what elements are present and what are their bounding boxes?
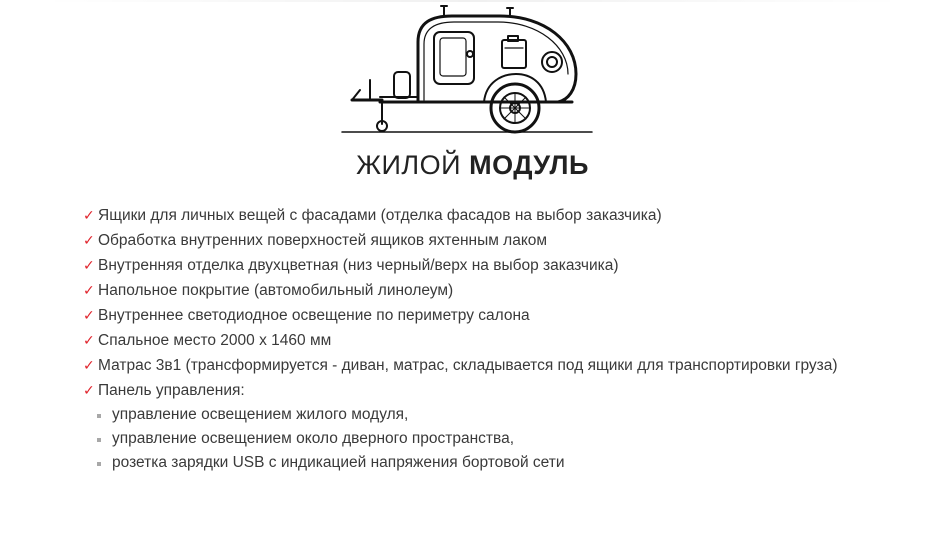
feature-item: [83, 253, 873, 278]
checkmark-icon: ✓: [83, 282, 95, 298]
square-bullet-icon: [97, 438, 101, 442]
features-list: [83, 203, 873, 475]
sublist-item-text: управление освещением около дверного пространства,: [112, 430, 515, 447]
feature-item: [83, 303, 873, 328]
checkmark-icon: ✓: [83, 307, 95, 323]
feature-item: [83, 328, 873, 353]
control-panel-sublist: [83, 403, 873, 475]
feature-item: [83, 203, 873, 228]
checkmark-icon: ✓: [83, 357, 95, 373]
checkmark-icon: ✓: [83, 232, 95, 248]
sublist-item: [97, 427, 873, 451]
sublist-item: [97, 451, 873, 475]
checkmark-icon: ✓: [83, 257, 95, 273]
title-light: ЖИЛОЙ: [356, 150, 462, 180]
feature-text: Внутреннее светодиодное освещение по периметру салона: [98, 307, 530, 324]
checkmark-icon: ✓: [83, 382, 95, 398]
sublist-item-text: управление освещением жилого модуля,: [112, 406, 409, 423]
teardrop-trailer-illustration: [340, 2, 595, 136]
checkmark-icon: ✓: [83, 332, 95, 348]
sublist-item: [97, 403, 873, 427]
square-bullet-icon: [97, 462, 101, 466]
checkmark-icon: ✓: [83, 207, 95, 223]
section-title: [0, 150, 945, 181]
feature-text: Матрас 3в1 (трансформируется - диван, матрас, складывается под ящики для транспортировки груза): [98, 357, 838, 374]
feature-text: Обработка внутренних поверхностей ящиков яхтенным лаком: [98, 232, 548, 249]
title-bold: МОДУЛЬ: [469, 150, 589, 180]
feature-text: Ящики для личных вещей с фасадами (отделка фасадов на выбор заказчика): [98, 207, 662, 224]
feature-item: [83, 228, 873, 253]
feature-text: Внутренняя отделка двухцветная (низ черный/верх на выбор заказчика): [98, 257, 619, 274]
feature-text: Спальное место 2000 х 1460 мм: [98, 332, 332, 349]
sublist-item-text: розетка зарядки USB с индикацией напряжения бортовой сети: [112, 454, 565, 471]
feature-text: Панель управления:: [98, 382, 245, 399]
feature-item: [83, 353, 873, 378]
feature-text: Напольное покрытие (автомобильный линолеум): [98, 282, 454, 299]
feature-item: [83, 378, 873, 475]
feature-item: [83, 278, 873, 303]
square-bullet-icon: [97, 414, 101, 418]
